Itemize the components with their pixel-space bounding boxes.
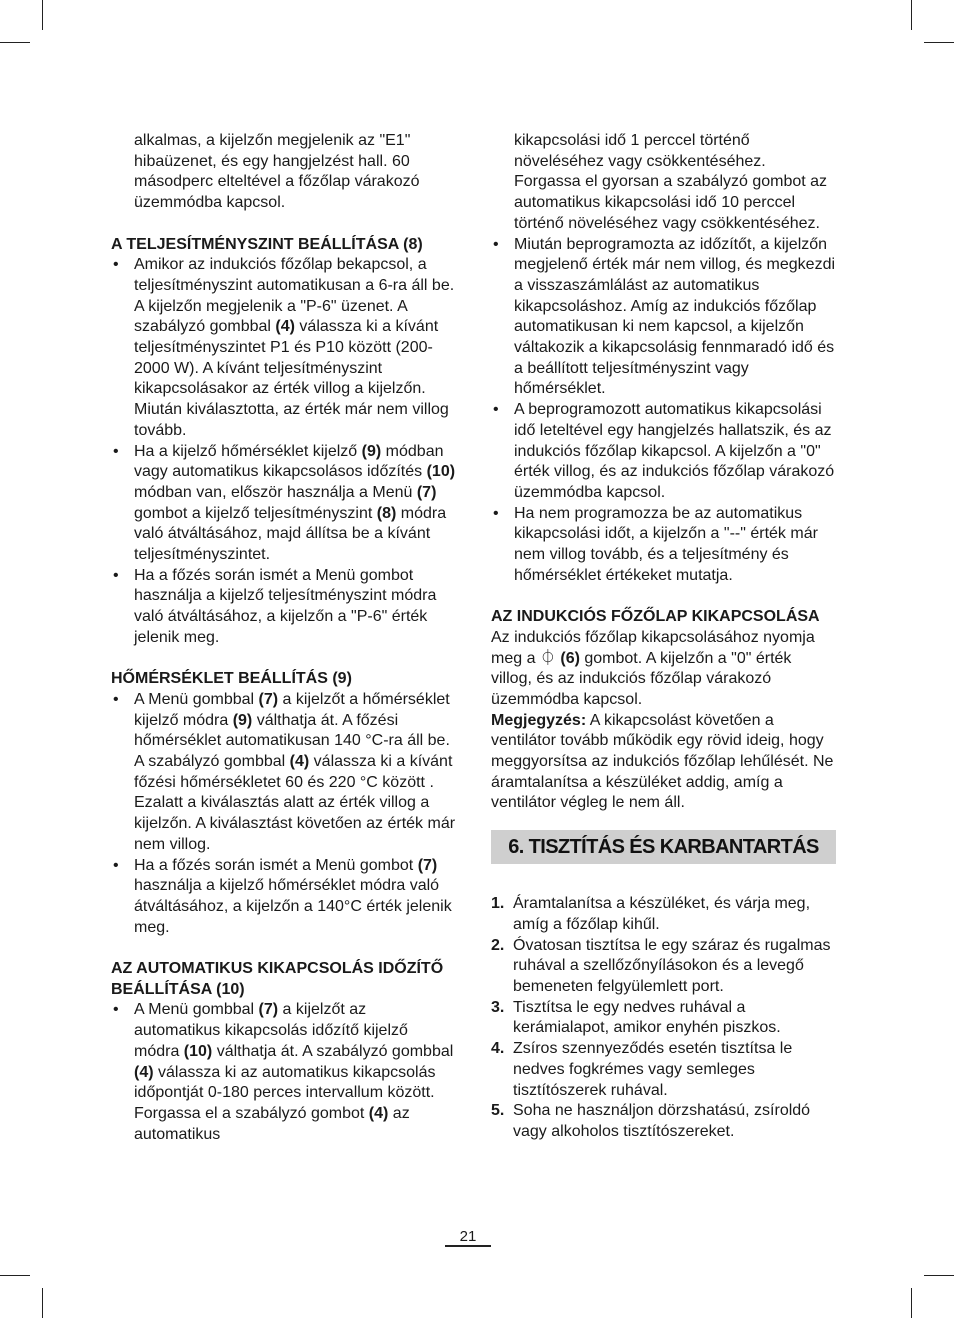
crop-mark: [42, 0, 43, 30]
bold-reference: (4): [275, 318, 295, 336]
bullet-item: [111, 442, 456, 566]
bold-reference: (7): [416, 483, 437, 501]
power-bullet-list: [111, 255, 456, 648]
bullet-item: [111, 856, 456, 939]
step-number: 3.: [491, 998, 505, 1016]
section-heading-switch-off: AZ INDUKCIÓS FŐZŐLAP KIKAPCSOLÁSA: [491, 608, 820, 626]
bold-reference: (10): [426, 463, 456, 481]
text-run: Ha nem programozza be az automatikus kikapcsolási időt, a kijelzőn a "--" érték már nem villog tovább, és a teljesítmény és hőmérséklet értékeket mutatja.: [514, 504, 818, 584]
text-run: Ha a főzés során ismét a Menü gombot használja a kijelző teljesítményszint módra való átváltásához, a kijelzőn a "P-6" érték jelenik meg.: [134, 566, 437, 646]
bullet-item: [111, 255, 456, 441]
bold-reference: (4): [134, 1063, 154, 1081]
crop-mark: [0, 42, 30, 43]
cleaning-step: [491, 936, 836, 998]
step-text: Tisztítsa le egy nedves ruhával a kerámialapot, amikor enyhén piszkos.: [513, 998, 781, 1037]
bold-reference: (9): [232, 711, 253, 729]
step-text: Zsíros szennyeződés esetén tisztítsa le nedves fogkrémes vagy semleges tisztítószerek ruhával.: [513, 1040, 793, 1099]
text-run: válassza ki a kívánt teljesítményszintet P1 és P10 között (200-2000 W). A kívánt teljesítményszint kikapcsolásakor az érték villog a kijelzőn. Miután kiválasztotta, az érték már nem villog tovább.: [134, 318, 449, 439]
bold-reference: (10): [183, 1042, 213, 1060]
text-run: gombot. A kijelzőn a "0" érték villog, és az indukciós főzőlap várakozó üzemmódba kapcsol.: [491, 649, 792, 708]
bullet-item: [111, 566, 456, 649]
section-heading-timer: AZ AUTOMATIKUS KIKAPCSOLÁS IDŐZÍTŐ BEÁLLÍTÁSA (10): [111, 960, 444, 998]
crop-mark: [0, 1275, 30, 1276]
text-run: módban van, először használja a Menü: [134, 483, 417, 501]
note-paragraph: [491, 711, 836, 815]
switch-off-paragraph: [491, 628, 836, 711]
right-column: [491, 131, 836, 1143]
crop-mark: [924, 1275, 954, 1276]
text-run: a kijelzőt az automatikus kikapcsolás időzítő kijelző módra: [134, 1001, 408, 1060]
crop-mark: [911, 0, 912, 30]
text-run: Ha a kijelző hőmérséklet kijelző: [134, 442, 362, 460]
bold-reference: Megjegyzés:: [491, 711, 587, 729]
step-text: Soha ne használjon dörzshatású, zsíroldó vagy alkoholos tisztítószereket.: [513, 1102, 811, 1140]
text-run: válthatja át. A főzési hőmérséklet automatikusan 140 °C-ra áll be. A szabályzó gombbal: [134, 711, 450, 771]
crop-mark: [911, 1288, 912, 1318]
text-run: A Menü gombbal: [134, 690, 259, 708]
text-run: módra való átváltásához, majd állítsa be a kívánt teljesítményszintet.: [134, 504, 447, 564]
text-run: válassza ki az automatikus kikapcsolás időpontját 0-180 perces intervallum között. Forgassa el a szabályzó gombot: [134, 1063, 436, 1122]
temperature-bullet-list: [111, 690, 456, 938]
bullet-item: [111, 1000, 456, 1145]
page-number: 21: [459, 1228, 477, 1245]
step-text: Áramtalanítsa a készüléket, és várja meg, amíg a főzőlap kihűl.: [513, 895, 811, 933]
bullet-item: [491, 400, 836, 504]
bold-reference: (4): [368, 1105, 389, 1122]
bullet-item: [111, 690, 456, 856]
crop-mark: [42, 1288, 43, 1318]
timer-bullet-list: [111, 1000, 456, 1145]
intro-paragraph: [111, 131, 456, 214]
timer-continued-paragraph: [491, 131, 836, 235]
section-heading-power: A TELJESÍTMÉNYSZINT BEÁLLÍTÁSA (8): [111, 235, 423, 253]
page-number-rule: [445, 1245, 491, 1247]
bold-reference: (8): [376, 504, 397, 522]
cleaning-step: [491, 1039, 836, 1101]
text-run: gombot a kijelző teljesítményszint: [134, 504, 377, 522]
section-heading-temperature: HŐMÉRSÉKLET BEÁLLÍTÁS (9): [111, 670, 352, 688]
text-run: módban vagy automatikus kikapcsolásos időzítés: [134, 442, 444, 481]
bold-reference: (7): [417, 856, 438, 874]
text-run: alkalmas, a kijelzőn megjelenik az "E1" hibaüzenet, és egy hangjelzést hall. 60 másodperc elteltével a főzőlap várakozó üzemmódba kapcsol.: [134, 132, 420, 212]
text-run: A beprogramozott automatikus kikapcsolási idő leteltével egy hangjelzés hallatszik, és az indukciós főzőlap kikapcsol. A kijelzőn a "0" érték villog, és az indukciós főzőlap várakozó üzemmódba kapcsol.: [514, 401, 835, 501]
step-number: 2.: [491, 936, 505, 954]
step-text: Óvatosan tisztítsa le egy száraz és rugalmas ruhával a szellőzőnyílásokon és a levegő bemeneten felgyülemlett port.: [513, 936, 831, 995]
bold-reference: (7): [258, 690, 279, 708]
left-column: [111, 131, 456, 1145]
cleaning-step: [491, 998, 836, 1039]
step-number: 1.: [491, 895, 505, 913]
bold-reference: (7): [258, 1001, 279, 1019]
text-run: Amikor az indukciós főzőlap bekapcsol, a teljesítményszint automatikusan a 6-ra áll be. A kijelzőn megjelenik a "P-6" üzenet. A szabályzó gombbal: [134, 256, 455, 336]
bold-reference: (9): [361, 442, 382, 460]
bullet-item: [491, 235, 836, 401]
cleaning-step: [491, 1101, 836, 1142]
text-run: kikapcsolási idő 1 perccel történő növeléséhez vagy csökkentéséhez. Forgassa el gyorsan a szabályzó gombot az automatikus kikapcsolási idő 10 perccel történő növeléséhez vagy csökkentéséhez.: [514, 132, 828, 232]
crop-mark: [924, 42, 954, 43]
bullet-item: [491, 504, 836, 587]
text-run: válassza ki a kívánt főzési hőmérsékletet 60 és 220 °C között . Ezalatt a kiválasztás alatt az érték villog a kijelzőn. A kiválasztást követően az érték már nem villog.: [134, 753, 456, 853]
text-run: Ha a főzés során ismét a Menü gombot: [134, 856, 418, 874]
text-run: a kijelzőt a hőmérséklet kijelző módra: [134, 690, 450, 729]
text-run: Miután beprogramozta az időzítőt, a kijelzőn megjelenő érték már nem villog, és megkezdi a visszaszámlálást az automatikus kikapcsoláshoz. Amíg az indukciós főzőlap automatikusan ki nem kapcsol, a kijelzőn váltakozik a kikapcsolásig fennmaradó idő és a beállított teljesítményszint vagy hőmérséklet.: [514, 235, 836, 398]
text-run: Az indukciós főzőlap kikapcsolásához nyomja meg a ⏀: [491, 628, 815, 667]
cleaning-step: [491, 894, 836, 935]
timer-bullet-list-continued: [491, 235, 836, 587]
text-run: válthatja át. A szabályzó gombbal: [212, 1042, 454, 1060]
text-run: használja a kijelző hőmérséklet módra való átváltásához, a kijelzőn a 140°C érték jelenik meg.: [134, 877, 452, 936]
bold-reference: (6): [560, 649, 580, 667]
text-run: A kikapcsolást követően a ventilátor tovább működik egy rövid ideig, hogy meggyorsítsa az indukciós főzőlap lehűlését. Ne áramtalanítsa a készüléket addig, amíg a ventilátor végleg le nem áll.: [491, 711, 834, 812]
cleaning-steps-list: [491, 894, 836, 1142]
cleaning-section-banner: 6. TISZTÍTÁS ÉS KARBANTARTÁS: [491, 830, 836, 864]
step-number: 4.: [491, 1040, 505, 1058]
bold-reference: (4): [289, 753, 310, 771]
text-run: A Menü gombbal: [134, 1001, 259, 1019]
text-run: az automatikus: [134, 1105, 410, 1143]
step-number: 5.: [491, 1102, 505, 1120]
